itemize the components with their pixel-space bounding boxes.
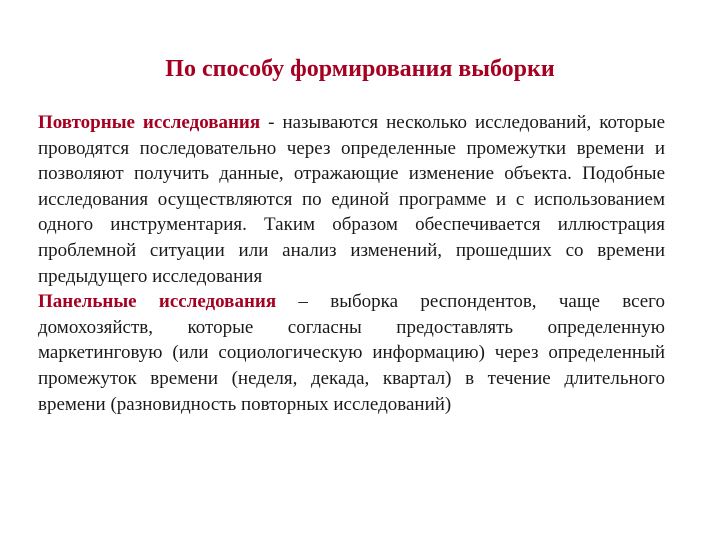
term-panel-studies: Панельные исследования xyxy=(38,291,277,313)
slide-body xyxy=(38,110,665,417)
slide-title: По способу формирования выборки xyxy=(165,56,555,82)
paragraph-repeated-studies xyxy=(38,110,665,289)
term-repeated-studies: Повторные исследования xyxy=(38,112,261,133)
paragraph-panel-studies xyxy=(38,289,665,417)
definition-panel-studies: – выборка респондентов, чаще всего домохозяйств, которые согласны предоставлять определенную маркетинговую (или социологическую информацию) через определенный промежуток времени (неделя, декада, квартал) в течение длительного времени (разновидность повторных исследований) xyxy=(38,291,666,415)
definition-repeated-studies: - называются несколько исследований, которые проводятся последовательно через определенные промежутки времени и позволяют получить данные, отражающие изменение объекта. Подобные исследования осуществляются по единой программе и с использованием одного инструментария. Таким образом обеспечивается иллюстрация проблемной ситуации или анализ изменений, прошедших со времени предыдущего исследования xyxy=(38,112,666,287)
